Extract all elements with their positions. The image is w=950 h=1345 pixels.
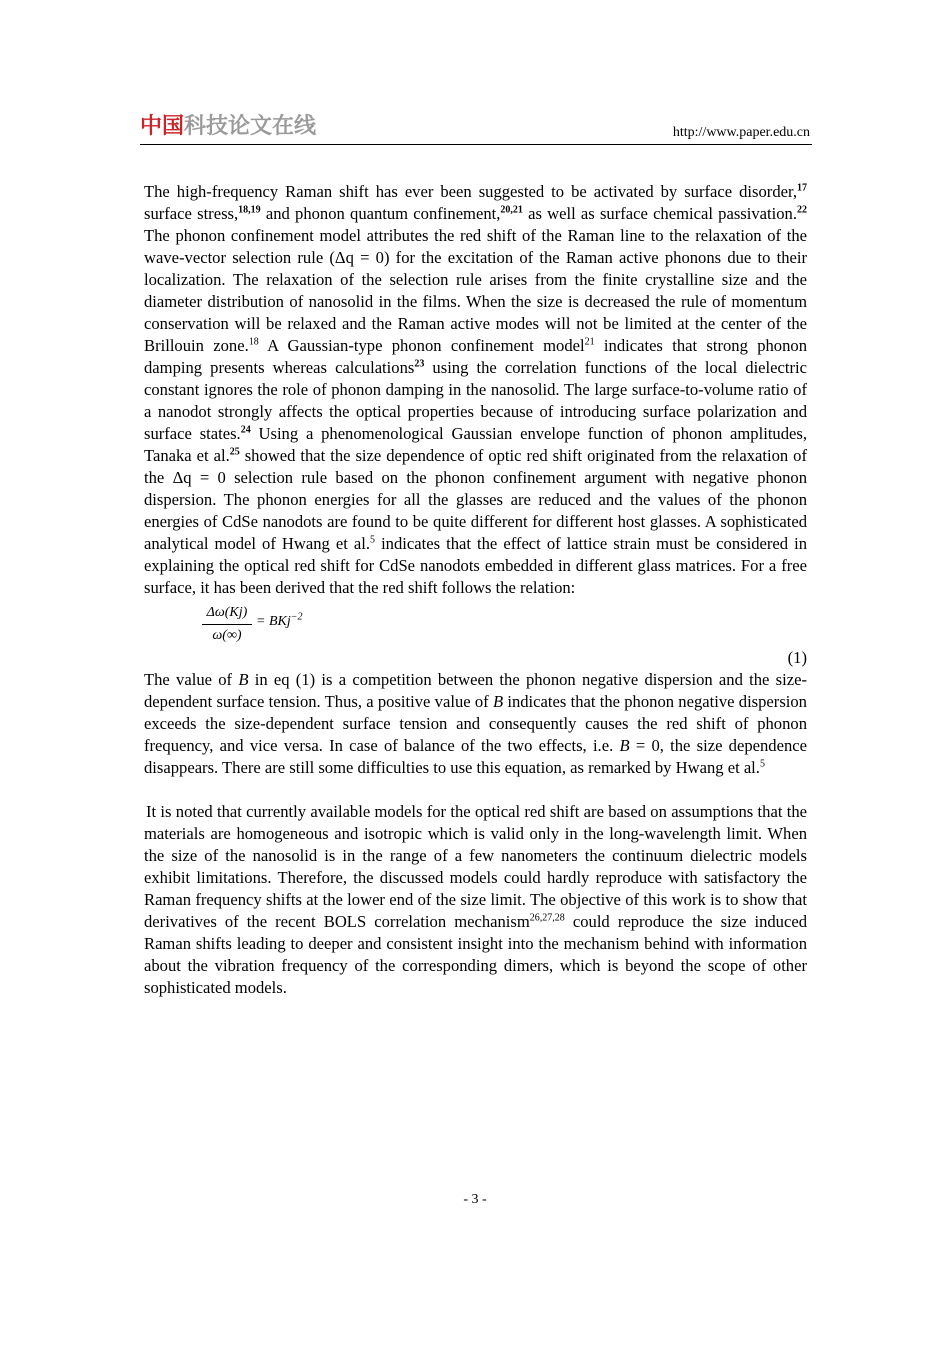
text-span: indicates that strong phonon damping presents whereas calculations xyxy=(144,336,807,377)
text-span: indicates that the phonon negative dispersion exceeds the size-dependent surface tension and consequently causes the red shift of phonon frequency, and vice versa. In case of balance of the two effects, i.e. xyxy=(144,692,807,755)
equation-exponent: −2 xyxy=(290,611,303,623)
paragraph-gap xyxy=(144,779,807,801)
paragraph-3 xyxy=(144,801,807,999)
equation-denominator: ω(∞) xyxy=(212,628,242,643)
text-span: The phonon confinement model attributes the red shift of the Raman line to the relaxation of the wave-vector selection rule (Δq = 0) for the excitation of the Raman active phonons due to their localization. The relaxation of the selection rule arises from the finite crystalline size and the diameter distribution of nanosolid in the films. When the size is decreased the rule of momentum conservation will be relaxed and the Raman active modes will not be limited at the center of the Brillouin zone. xyxy=(144,226,807,355)
text-span: = 0, the size dependence disappears. There are still some difficulties to use this equation, as remarked by Hwang et al. xyxy=(144,736,807,777)
ref-20-21: 20,21 xyxy=(500,204,523,216)
text-span: as well as surface chemical passivation. xyxy=(522,204,797,223)
ref-26-28: 26,27,28 xyxy=(529,912,565,924)
ref-18-19: 18,19 xyxy=(238,204,261,216)
text-span: and phonon quantum confinement, xyxy=(260,204,501,223)
paragraph-2 xyxy=(144,669,807,779)
text-span: It is noted that currently available models for the optical red shift are based on assumptions that the materials are homogeneous and isotropic which is valid only in the long-wavelength limit. When the size of the nanosolid is in the range of a few nanometers the continuum dielectric models exhibit limitations. Therefore, the discussed models could hardly reproduce with satisfactory the Raman frequency shifts at the lower end of the size limit. The objective of this work is to show that derivatives of the recent BOLS correlation mechanism xyxy=(144,802,807,931)
text-span: in eq (1) is a competition between the phonon negative dispersion and the size-dependent surface tension. Thus, a positive value of xyxy=(144,670,807,711)
equation-1 xyxy=(202,603,807,647)
header-url[interactable]: http://www.paper.edu.cn xyxy=(672,125,810,140)
text-span: A Gaussian-type phonon confinement model xyxy=(258,336,585,355)
equation-label: (1) xyxy=(787,648,807,667)
text-span: The value of xyxy=(144,670,239,689)
text-span: using the correlation functions of the local dielectric constant ignores the role of phonon damping in the nanosolid. The large surface-to-volume ratio of a nanodot strongly affects the optical properties because of introducing surface polarization and surface states. xyxy=(144,358,807,443)
text-span: Using a phenomenological Gaussian envelope function of phonon amplitudes, Tanaka et al. xyxy=(144,424,807,465)
text-span: surface stress, xyxy=(144,204,239,223)
page-number: - 3 - xyxy=(463,1192,487,1207)
ref-23: 23 xyxy=(414,358,425,370)
text-span: indicates that the effect of lattice strain must be considered in explaining the optical red shift for CdSe nanodots embedded in different glass matrices. For a free surface, it has been derived that the red shift follows the relation: xyxy=(144,534,808,597)
ref-17: 17 xyxy=(797,182,807,194)
journal-logo xyxy=(140,114,316,140)
paragraph-1 xyxy=(144,181,807,599)
ref-5: 5 xyxy=(370,534,376,546)
equation-rhs-text: = BKj xyxy=(256,614,291,629)
ref-21: 21 xyxy=(584,336,595,348)
ref-18: 18 xyxy=(248,336,259,348)
equation-rhs xyxy=(256,611,302,633)
fraction-bar xyxy=(202,624,252,625)
equation-fraction xyxy=(202,603,252,646)
equation-numerator: Δω(Kj) xyxy=(206,605,248,620)
text-span: showed that the size dependence of optic red shift originated from the relaxation of the Δq = 0 selection rule based on the phonon confinement argument with negative phonon dispersion. The phonon energies for all the glasses are reduced and the values of the phonon energies of CdSe nanodots are found to be quite different for different host glasses. A sophisticated analytical model of Hwang et al. xyxy=(144,446,807,553)
symbol-b: B xyxy=(492,692,504,711)
ref-5: 5 xyxy=(759,758,765,770)
ref-25: 25 xyxy=(229,446,240,458)
body-text xyxy=(144,181,807,999)
page-header xyxy=(140,112,812,145)
logo-red-text: 中国 xyxy=(140,114,185,139)
logo-grey-text: 科技论文在线 xyxy=(184,114,317,139)
symbol-b: B xyxy=(238,670,249,689)
text-span: The high-frequency Raman shift has ever been suggested to be activated by surface disorder, xyxy=(144,182,797,201)
symbol-b: B xyxy=(619,736,630,755)
ref-24: 24 xyxy=(240,424,251,436)
ref-22: 22 xyxy=(796,204,807,216)
text-span: could reproduce the size induced Raman shifts leading to deeper and consistent insight into the mechanism behind with information about the vibration frequency of the corresponding dimers, which is beyond the scope of other sophisticated models. xyxy=(144,912,807,997)
